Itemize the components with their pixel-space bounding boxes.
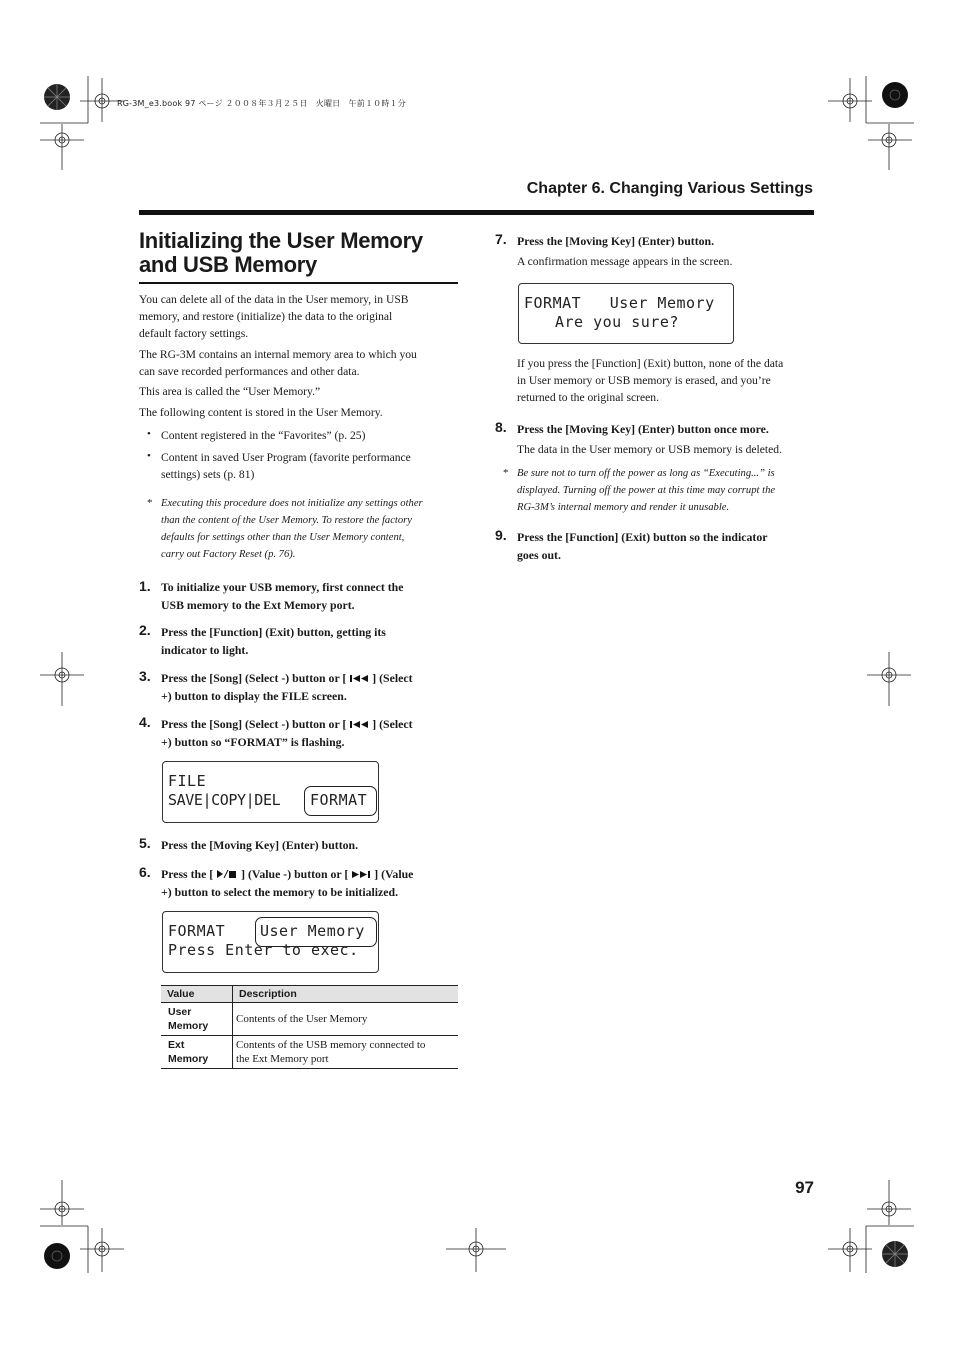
text-line: settings) sets (p. 81) bbox=[161, 468, 255, 481]
text-part: ] (Value -) button or [ bbox=[241, 867, 349, 881]
step-1-text bbox=[161, 578, 461, 614]
table-row bbox=[161, 1003, 458, 1036]
lcd-confirm-screen bbox=[518, 283, 734, 344]
text-line: The RG-3M contains an internal memory area to which you bbox=[139, 348, 417, 361]
text-part: ] (Select bbox=[372, 671, 413, 685]
step-number: 2. bbox=[139, 622, 151, 638]
text-line: carry out Factory Reset (p. 76). bbox=[161, 549, 296, 560]
step-number: 4. bbox=[139, 714, 151, 730]
table-cell-description: Contents of the User Memory bbox=[233, 1003, 459, 1036]
intro-para-1 bbox=[139, 291, 469, 342]
text-line: Contents of the USB memory connected to bbox=[236, 1039, 426, 1051]
top-rule bbox=[139, 210, 814, 215]
step-7-sub: A confirmation message appears in the screen. bbox=[517, 255, 733, 268]
text-line: displayed. Turning off the power at this time may corrupt the bbox=[517, 485, 776, 496]
text-line: Executing this procedure does not initialize any settings other bbox=[161, 498, 423, 509]
skip-forward-icon bbox=[351, 870, 371, 879]
text-line: Memory bbox=[168, 1020, 209, 1032]
text-line: USB memory to the Ext Memory port. bbox=[161, 598, 355, 612]
bullet-item-2 bbox=[161, 449, 461, 483]
text-line: Memory bbox=[168, 1053, 209, 1065]
step-number: 9. bbox=[495, 527, 507, 543]
value-description-table bbox=[161, 985, 458, 1069]
text-line: To initialize your USB memory, first connect the bbox=[161, 580, 404, 594]
text-line: +) button to display the FILE screen. bbox=[161, 689, 347, 703]
step-number: 6. bbox=[139, 864, 151, 880]
text-part: ] (Select bbox=[372, 717, 413, 731]
table-cell-description bbox=[233, 1036, 459, 1069]
step-number: 5. bbox=[139, 835, 151, 851]
text-line: memory, and restore (initialize) the data to the original bbox=[139, 310, 393, 323]
lcd-line-2: SAVE|COPY|DEL bbox=[168, 791, 281, 809]
text-part: ] (Value bbox=[374, 867, 414, 881]
table-cell-value bbox=[161, 1036, 233, 1069]
lcd-line-1: FORMAT bbox=[168, 922, 226, 940]
text-line bbox=[161, 669, 461, 687]
step-number: 1. bbox=[139, 578, 151, 594]
table-cell-value bbox=[161, 1003, 233, 1036]
step-6-text bbox=[161, 865, 461, 901]
skip-back-icon bbox=[349, 720, 369, 729]
skip-back-icon bbox=[349, 674, 369, 683]
intro-para-3: This area is called the “User Memory.” bbox=[139, 385, 321, 398]
step-4-text bbox=[161, 715, 461, 751]
lcd-line-1: FORMAT User Memory bbox=[524, 294, 715, 312]
title-line-2: and USB Memory bbox=[139, 252, 317, 277]
text-line: defaults for settings other than the User Memory content, bbox=[161, 532, 405, 543]
step-number: 3. bbox=[139, 668, 151, 684]
table-row bbox=[161, 1036, 458, 1069]
step-number: 7. bbox=[495, 231, 507, 247]
page-number: 97 bbox=[795, 1178, 814, 1197]
text-line: than the content of the User Memory. To restore the factory bbox=[161, 515, 412, 526]
table-header-value: Value bbox=[161, 986, 233, 1003]
text-line bbox=[161, 715, 461, 733]
step-8-text: Press the [Moving Key] (Enter) button once more. bbox=[517, 422, 769, 436]
lcd-format-highlight: FORMAT bbox=[310, 791, 368, 809]
text-line: You can delete all of the data in the User memory, in USB bbox=[139, 293, 409, 306]
text-line: can save recorded performances and other data. bbox=[139, 365, 360, 378]
intro-para-2 bbox=[139, 346, 469, 380]
note-power-warning bbox=[517, 465, 817, 516]
text-line: Be sure not to turn off the power as long as “Executing...” is bbox=[517, 468, 775, 479]
lcd-line-1: FILE bbox=[168, 772, 207, 790]
title-rule bbox=[139, 282, 458, 284]
text-line: in User memory or USB memory is erased, and you’re bbox=[517, 374, 771, 387]
text-line: Ext bbox=[168, 1039, 185, 1051]
step-5-text: Press the [Moving Key] (Enter) button. bbox=[161, 838, 359, 852]
text-part: Press the [ bbox=[161, 867, 214, 881]
title-line-1: Initializing the User Memory bbox=[139, 228, 423, 253]
step-3-text bbox=[161, 669, 461, 705]
intro-para-4: The following content is stored in the User Memory. bbox=[139, 406, 383, 419]
text-line: default factory settings. bbox=[139, 327, 249, 340]
text-part: Press the [Song] (Select -) button or [ bbox=[161, 671, 347, 685]
text-line bbox=[161, 865, 461, 883]
text-line: returned to the original screen. bbox=[517, 391, 659, 404]
lcd-user-memory-highlight: User Memory bbox=[260, 922, 365, 940]
lcd-line-2: Press Enter to exec. bbox=[168, 941, 359, 959]
text-part: Press the [Song] (Select -) button or [ bbox=[161, 717, 347, 731]
lcd-format-screen bbox=[162, 911, 379, 973]
table-header-description: Description bbox=[233, 986, 459, 1003]
after-step-7-para bbox=[517, 355, 817, 406]
book-file-meta: RG-3M_e3.book 97 ページ ２００８年３月２５日 火曜日 午前１０時１分 bbox=[117, 99, 406, 108]
note-factory-reset bbox=[161, 495, 461, 563]
text-line: User bbox=[168, 1006, 192, 1018]
bullet-item-1: Content registered in the “Favorites” (p. 25) bbox=[161, 429, 366, 442]
text-line: RG-3M’s internal memory and render it unusable. bbox=[517, 502, 730, 513]
text-line: the Ext Memory port bbox=[236, 1053, 329, 1065]
bullet-dot: • bbox=[147, 428, 151, 440]
section-title bbox=[139, 229, 459, 277]
lcd-file-screen bbox=[162, 761, 379, 823]
step-2-text bbox=[161, 623, 461, 659]
text-line: goes out. bbox=[517, 548, 561, 562]
text-line: Content in saved User Program (favorite performance bbox=[161, 451, 411, 464]
step-8-sub: The data in the User memory or USB memory is deleted. bbox=[517, 443, 782, 456]
text-line: If you press the [Function] (Exit) button, none of the data bbox=[517, 357, 784, 370]
text-line: +) button to select the memory to be initialized. bbox=[161, 885, 399, 899]
bullet-dot: • bbox=[147, 450, 151, 462]
text-line: Press the [Function] (Exit) button, getting its bbox=[161, 625, 386, 639]
note-asterisk: * bbox=[503, 467, 509, 479]
lcd-line-2: Are you sure? bbox=[555, 313, 679, 331]
text-line: indicator to light. bbox=[161, 643, 249, 657]
play-stop-icon bbox=[216, 869, 238, 879]
table-header-row bbox=[161, 986, 458, 1003]
step-number: 8. bbox=[495, 419, 507, 435]
chapter-heading: Chapter 6. Changing Various Settings bbox=[526, 180, 813, 197]
step-9-text bbox=[517, 528, 817, 564]
text-line: +) button so “FORMAT” is flashing. bbox=[161, 735, 345, 749]
text-line: Press the [Function] (Exit) button so the indicator bbox=[517, 530, 768, 544]
step-7-text: Press the [Moving Key] (Enter) button. bbox=[517, 234, 715, 248]
note-asterisk: * bbox=[147, 497, 153, 509]
